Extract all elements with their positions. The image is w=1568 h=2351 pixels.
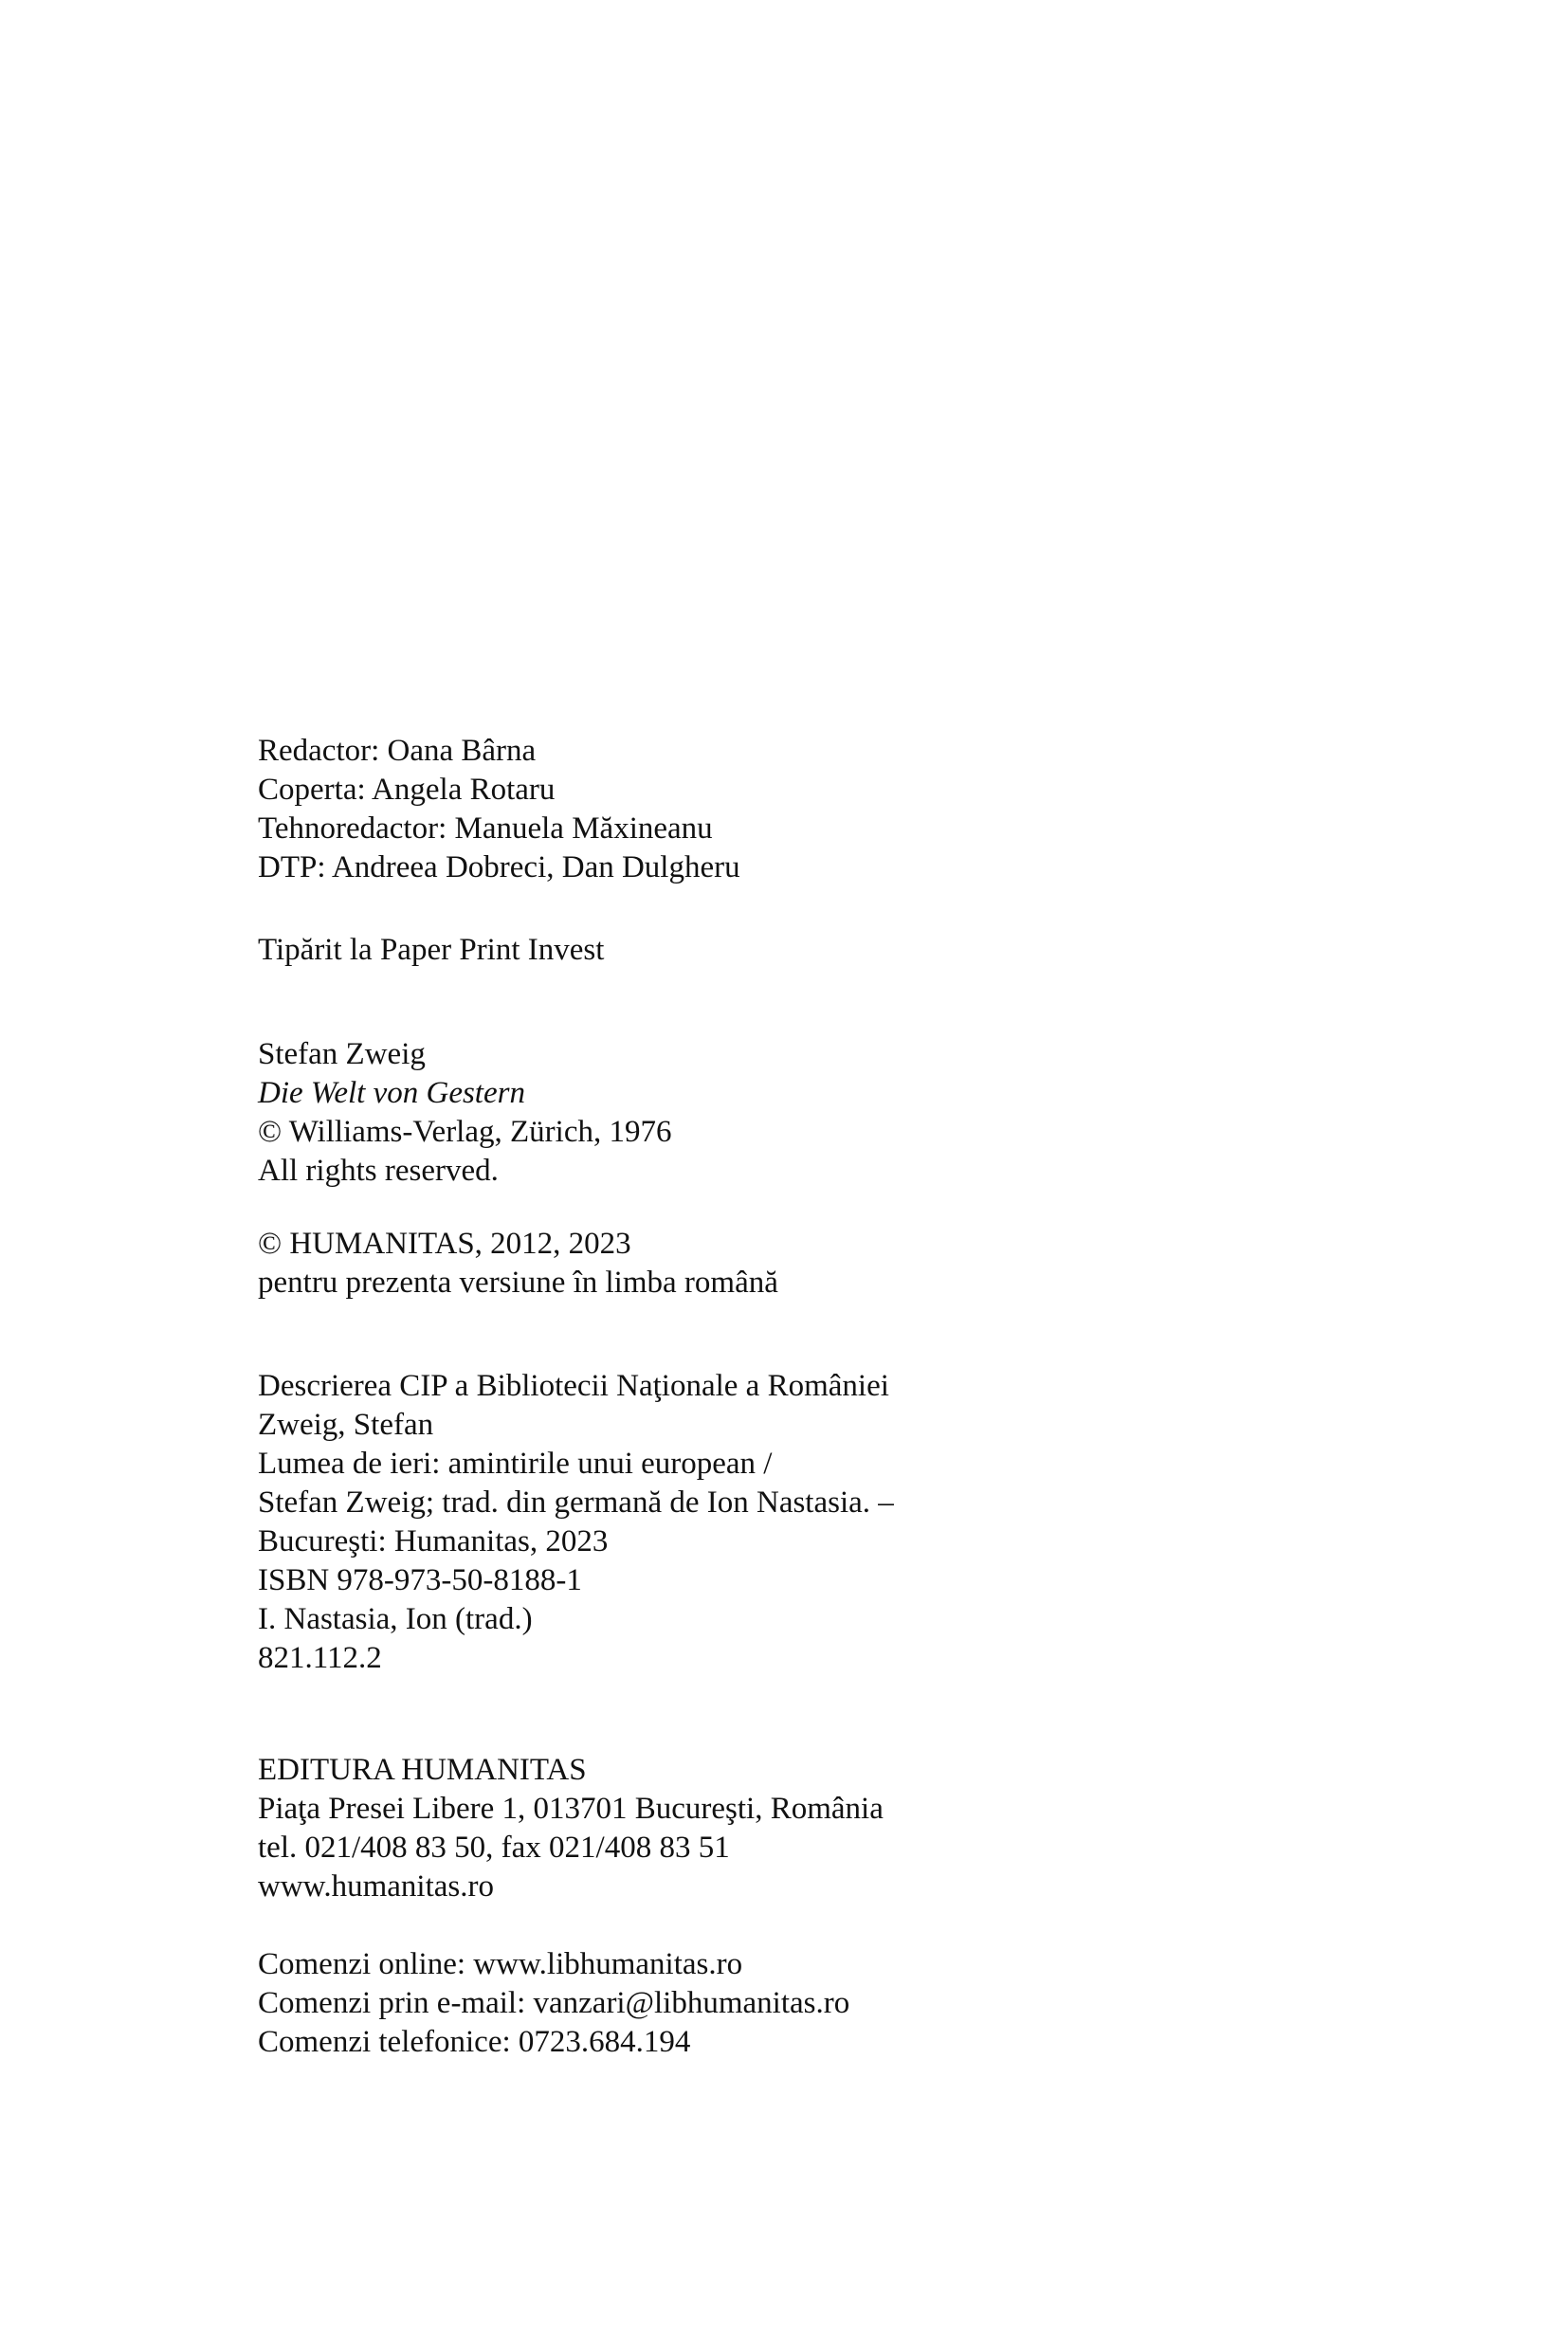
- original-copyright: © Williams-Verlag, Zürich, 1976: [258, 1115, 672, 1149]
- publisher-block: [258, 1751, 884, 1906]
- translation-copyright-block: [258, 1225, 778, 1303]
- orders-online: Comenzi online: www.libhumanitas.ro: [258, 1947, 743, 1981]
- publisher-website: www.humanitas.ro: [258, 1869, 494, 1904]
- cover-credit: Coperta: Angela Rotaru: [258, 773, 556, 807]
- editor-credit: Redactor: Oana Bârna: [258, 734, 537, 768]
- orders-email: Comenzi prin e-mail: vanzari@libhumanitas.ro: [258, 1986, 850, 2020]
- dtp-credit: DTP: Andreea Dobreci, Dan Dulgheru: [258, 850, 740, 884]
- cip-block: [258, 1367, 894, 1678]
- cip-heading: Descrierea CIP a Bibliotecii Naţionale a României: [258, 1369, 889, 1403]
- cip-title: Lumea de ieri: amintirile unui european /: [258, 1447, 773, 1481]
- cip-translator: I. Nastasia, Ion (trad.): [258, 1602, 533, 1636]
- cip-isbn: ISBN 978-973-50-8188-1: [258, 1563, 582, 1597]
- publisher-address: Piaţa Presei Libere 1, 013701 Bucureşti, România: [258, 1792, 884, 1826]
- translation-copyright-note: pentru prezenta versiune în limba română: [258, 1266, 778, 1300]
- rights-notice: All rights reserved.: [258, 1154, 499, 1188]
- printer-credit: Tipărit la Paper Print Invest: [258, 933, 605, 967]
- publisher-phone: tel. 021/408 83 50, fax 021/408 83 51: [258, 1831, 730, 1865]
- cip-author: Zweig, Stefan: [258, 1408, 434, 1442]
- translation-copyright: © HUMANITAS, 2012, 2023: [258, 1227, 631, 1261]
- credits-block: [258, 732, 740, 887]
- orders-phone: Comenzi telefonice: 0723.684.194: [258, 2025, 691, 2059]
- tech-editor-credit: Tehnoredactor: Manuela Măxineanu: [258, 811, 713, 846]
- original-author: Stefan Zweig: [258, 1037, 426, 1071]
- publisher-name: EDITURA HUMANITAS: [258, 1753, 587, 1787]
- orders-block: [258, 1945, 849, 2062]
- cip-imprint: Bucureşti: Humanitas, 2023: [258, 1524, 609, 1558]
- original-edition-block: [258, 1035, 671, 1191]
- printer-block: [258, 931, 604, 970]
- original-title: Die Welt von Gestern: [258, 1076, 525, 1110]
- cip-responsibility: Stefan Zweig; trad. din germană de Ion Nastasia. –: [258, 1485, 894, 1520]
- cip-classification: 821.112.2: [258, 1641, 382, 1675]
